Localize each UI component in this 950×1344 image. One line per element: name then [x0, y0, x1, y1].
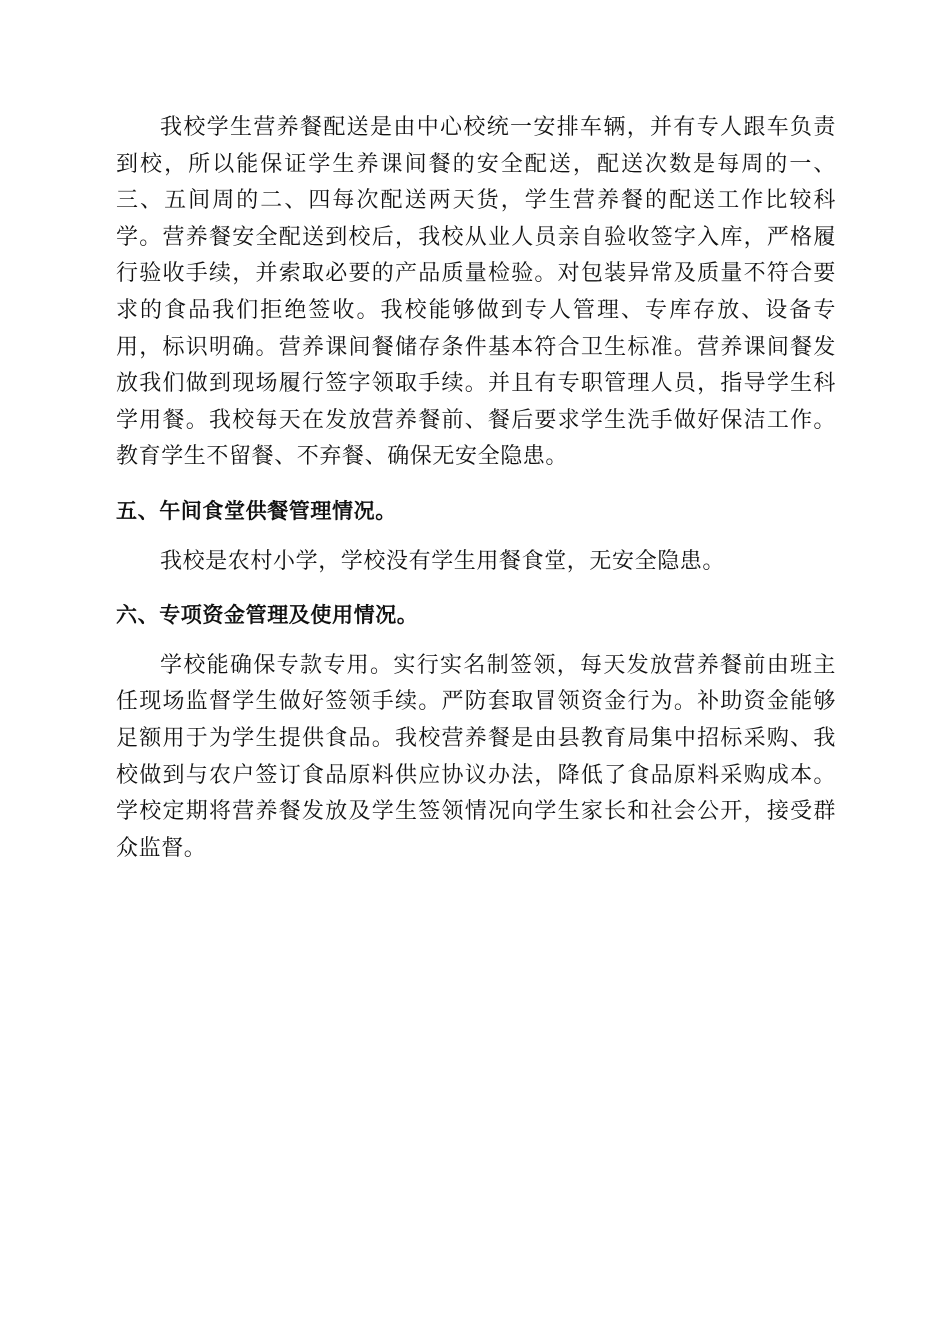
- section-heading-canteen: 五、午间食堂供餐管理情况。: [116, 498, 397, 523]
- document-body: [116, 110, 836, 867]
- spacer: [116, 634, 836, 648]
- section-heading-funds: 六、专项资金管理及使用情况。: [116, 603, 419, 628]
- spacer: [116, 476, 836, 493]
- spacer: [116, 530, 836, 544]
- paragraph-canteen: 我校是农村小学，学校没有学生用餐食堂，无安全隐患。: [160, 548, 726, 574]
- paragraph-funds: 学校能确保专款专用。实行实名制签领，每天发放营养餐前由班主任现场监督学生做好签领手续。严防套取冒领资金行为。补助资金能够足额用于为学生提供食品。我校营养餐是由县教育局集中招标采购、我校做到与农户签订食品原料供应协议办法，降低了食品原料采购成本。学校定期将营养餐发放及学生签领情况向学生家长和社会公开，接受群众监督。: [116, 652, 836, 861]
- paragraph-meal-delivery: 我校学生营养餐配送是由中心校统一安排车辆，并有专人跟车负责到校，所以能保证学生养课间餐的安全配送，配送次数是每周的一、三、五间周的二、四每次配送两天货，学生营养餐的配送工作比较科学。营养餐安全配送到校后，我校从业人员亲自验收签字入库，严格履行验收手续，并索取必要的产品质量检验。对包装异常及质量不符合要求的食品我们拒绝签收。我校能够做到专人管理、专库存放、设备专用，标识明确。营养课间餐储存条件基本符合卫生标准。营养课间餐发放我们做到现场履行签字领取手续。并且有专职管理人员，指导学生科学用餐。我校每天在发放营养餐前、餐后要求学生洗手做好保洁工作。教育学生不留餐、不弃餐、确保无安全隐患。: [116, 115, 836, 470]
- spacer: [116, 580, 836, 597]
